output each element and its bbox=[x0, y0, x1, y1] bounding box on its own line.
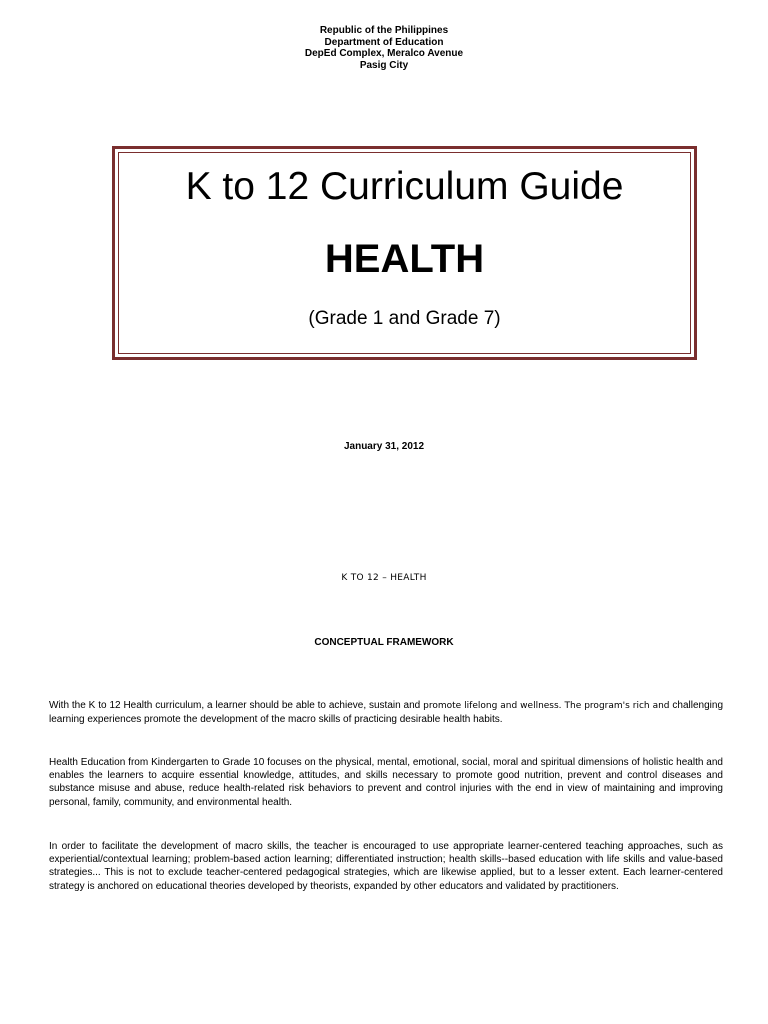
paragraph-health-education: Health Education from Kindergarten to Grade 10 focuses on the physical, mental, emotional, social, moral and spiritual dimensions of holistic health and enables the learners to acquire essential knowledge, attitudes, and skills necessary to promote good nutrition, prevent and control diseases and substance misuse and abuse, reduce health-related risk behaviors to prevent and control injuries with the end in view of maintaining and improving personal, family, community, and environmental health. bbox=[49, 757, 723, 808]
running-head: K TO 12 – HEALTH bbox=[341, 573, 427, 583]
document-grades: (Grade 1 and Grade 7) bbox=[308, 308, 501, 329]
paragraph-intro-part1: With the K to 12 Health curriculum, a learner should be able to achieve, sustain and bbox=[49, 700, 424, 711]
paragraph-teaching-approaches: In order to facilitate the development of macro skills, the teacher is encouraged to use appropriate learner-centered teaching approaches, such as experiential/contextual learning; problem-based action learning; differentiated instruction; health skills--based education with life skills and value-based strategies... This is not to exclude teacher-centered pedagogical strategies, which are likewise applied, but to a lesser extent. Each learner-centered strategy is anchored on educational theories developed by theorists, expanded by other educators and validated by practitioners. bbox=[49, 841, 723, 892]
paragraph-intro bbox=[49, 699, 723, 726]
document-title: K to 12 Curriculum Guide bbox=[185, 165, 624, 208]
header-city: Pasig City bbox=[359, 59, 409, 71]
section-heading: CONCEPTUAL FRAMEWORK bbox=[314, 637, 454, 648]
document-subject: HEALTH bbox=[324, 237, 485, 281]
paragraph-intro-part3: challenging learning experiences promote the development of the macro skills of practicing desirable health habits. bbox=[49, 700, 724, 726]
title-box bbox=[112, 146, 697, 360]
document-header bbox=[0, 25, 768, 71]
header-country: Republic of the Philippines bbox=[319, 25, 449, 36]
header-department: Department of Education bbox=[324, 36, 444, 48]
paragraph-intro-part2: promote lifelong and wellness. The program's rich and bbox=[423, 701, 670, 711]
document-date: January 31, 2012 bbox=[343, 441, 425, 452]
header-address: DepEd Complex, Meralco Avenue bbox=[304, 48, 464, 59]
